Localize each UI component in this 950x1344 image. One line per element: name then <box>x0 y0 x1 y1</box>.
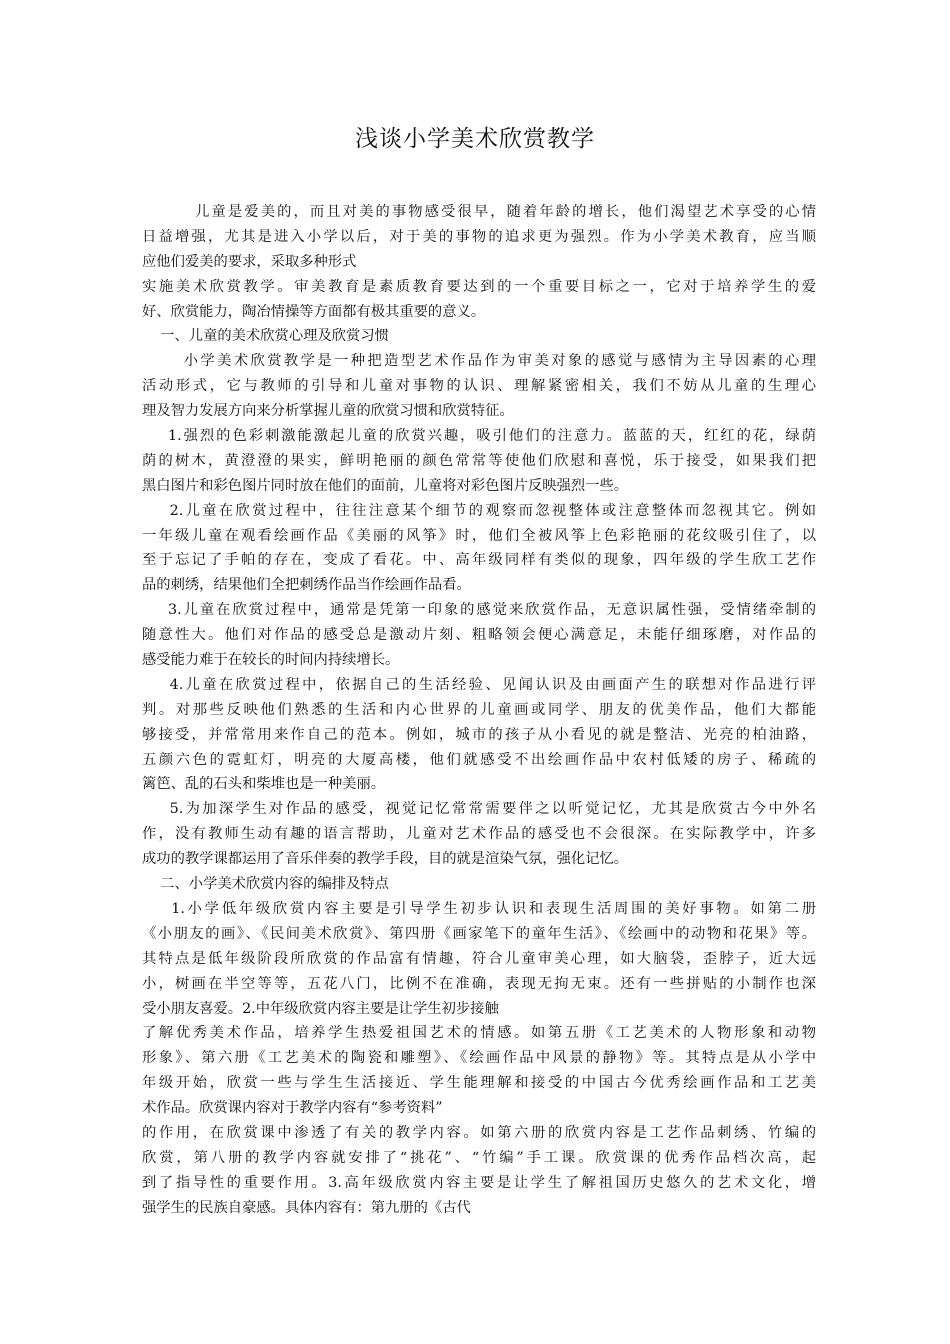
text-line: 日益增强，尤其是进入小学以后，对于美的事物的追求更为强烈。作为小学美术教育，应当顺 <box>142 228 816 245</box>
text-line: 的作用，在欣赏课中渗透了有关的教学内容。如第六册的欣赏内容是工艺作品刺绣、竹编的 <box>142 1124 816 1141</box>
text-line: 到了指导性的重要作用。3.高年级欣赏内容主要是让学生了解祖国历史悠久的艺术文化，增 <box>142 1174 816 1191</box>
text-line: 欣赏，第八册的教学内容就安排了“挑花”、“竹编”手工课。欣赏课的优秀作品档次高，起 <box>142 1149 816 1166</box>
text-line: 小学美术欣赏教学是一种把造型艺术作品作为审美对象的感觉与感情为主导因素的心理 <box>142 353 816 370</box>
text-line: 小，树画在半空等等，五花八门，比例不在准确，表现无拘无束。还有一些拼贴的小制作也深 <box>142 975 816 992</box>
text-line: 4.儿童在欣赏过程中，依据自己的生活经验、见闻认识及由画面产生的联想对作品进行评 <box>142 676 816 693</box>
text-line: 判。对那些反映他们熟悉的生活和内心世界的儿童画或同学、朋友的优美作品，他们大都能 <box>142 701 816 718</box>
text-line: 1.小学低年级欣赏内容主要是引导学生初步认识和表现生活周围的美好事物。如第二册 <box>142 900 816 917</box>
text-line: 成功的教学课都运用了音乐伴奏的教学手段，目的就是渲染气氛，强化记忆。 <box>142 851 629 868</box>
text-line: 活动形式，它与教师的引导和儿童对事物的认识、理解紧密相关，我们不妨从儿童的生理心 <box>142 378 816 395</box>
text-line: 其特点是低年级阶段所欣赏的作品富有情趣，符合儿童审美心理，如大脑袋，歪脖子，近大远 <box>142 950 816 967</box>
text-line: 荫的树木，黄澄澄的果实，鲜明艳丽的颜色常常等使他们欣慰和喜悦，乐于接受，如果我们把 <box>142 452 816 469</box>
text-line: 五颜六色的霓虹灯，明亮的大厦高楼，他们就感受不出绘画作品中农村低矮的房子、稀疏的 <box>142 751 816 768</box>
text-line: 3.儿童在欣赏过程中，通常是凭第一印象的感觉来欣赏作品，无意识属性强，受情绪牵制的 <box>142 602 816 619</box>
text-line: 黑白图片和彩色图片同时放在他们的面前，儿童将对彩色图片反映强烈一些。 <box>142 477 629 494</box>
document-body <box>142 200 816 1221</box>
text-line: 实施美术欣赏教学。审美教育是素质教育要达到的一个重要目标之一，它对于培养学生的爱 <box>142 278 816 295</box>
text-line: 作，没有教师生动有趣的语言帮助，儿童对艺术作品的感受也不会很深。在实际教学中，许多 <box>142 826 816 843</box>
text-line: 受小朋友喜爱。2.中年级欣赏内容主要是让学生初步接触 <box>142 1000 499 1017</box>
document-title: 浅谈小学美术欣赏教学 <box>355 126 595 152</box>
text-line: 品的刺绣，结果他们全把刺绣作品当作绘画作品看。 <box>142 577 471 594</box>
text-line: 一年级儿童在观看绘画作品《美丽的风筝》时，他们全被风筝上色彩艳丽的花纹吸引住了，以 <box>142 527 816 544</box>
text-line: 够接受，并常常用来作自己的范本。例如，城市的孩子从小看见的就是整洁、光亮的柏油路， <box>142 726 816 743</box>
text-line: 篱笆、乱的石头和柴堆也是一种美丽。 <box>142 776 386 793</box>
text-line: 一、儿童的美术欣赏心理及欣赏习惯 <box>142 328 389 345</box>
text-line: 术作品。欣赏课内容对于教学内容有“参考资料” <box>142 1100 443 1117</box>
text-line: 5.为加深学生对作品的感受，视觉记忆常常需要伴之以听觉记忆，尤其是欣赏古今中外名 <box>142 801 816 818</box>
text-line: 2.儿童在欣赏过程中，往往注意某个细节的观察而忽视整体或注意整体而忽视其它。例如 <box>142 502 816 519</box>
text-line: 年级开始，欣赏一些与学生生活接近、学生能理解和接受的中国古今优秀绘画作品和工艺美 <box>142 1075 816 1092</box>
text-line: 应他们爱美的要求，采取多种形式 <box>142 253 357 270</box>
text-line: 理及智力发展方向来分析掌握儿童的欣赏习惯和欣赏特征。 <box>142 403 514 420</box>
text-line: 随意性大。他们对作品的感受总是激动片刻、粗略领会便心满意足，未能仔细琢磨，对作品的 <box>142 627 816 644</box>
text-line: 二、小学美术欣赏内容的编排及特点 <box>142 876 389 893</box>
text-line: 至于忘记了手帕的存在，变成了看花。中、高年级同样有类似的现象，四年级的学生欣工艺作 <box>142 552 816 569</box>
text-line: 《小朋友的画》、《民间美术欣赏》、第四册《画家笔下的童年生活》、《绘画中的动物和花果》等。 <box>142 925 816 942</box>
text-line: 儿童是爱美的，而且对美的事物感受很早，随着年龄的增长，他们渴望艺术享受的心情 <box>142 204 816 220</box>
text-line: 感受能力难于在较长的时间内持续增长。 <box>142 652 400 669</box>
text-line: 强学生的民族自豪感。具体内容有：第九册的《古代 <box>142 1199 471 1216</box>
text-line: 了解优秀美术作品，培养学生热爱祖国艺术的情感。如第五册《工艺美术的人物形象和动物 <box>142 1025 816 1042</box>
text-line: 好、欣赏能力，陶冶情操等方面都有极其重要的意义。 <box>142 303 486 320</box>
text-line: 1.强烈的色彩刺激能激起儿童的欣赏兴趣，吸引他们的注意力。蓝蓝的天，红红的花，绿荫 <box>142 428 816 445</box>
text-line: 形象》、第六册《工艺美术的陶瓷和雕塑》、《绘画作品中风景的静物》等。其特点是从小学中 <box>142 1050 816 1067</box>
